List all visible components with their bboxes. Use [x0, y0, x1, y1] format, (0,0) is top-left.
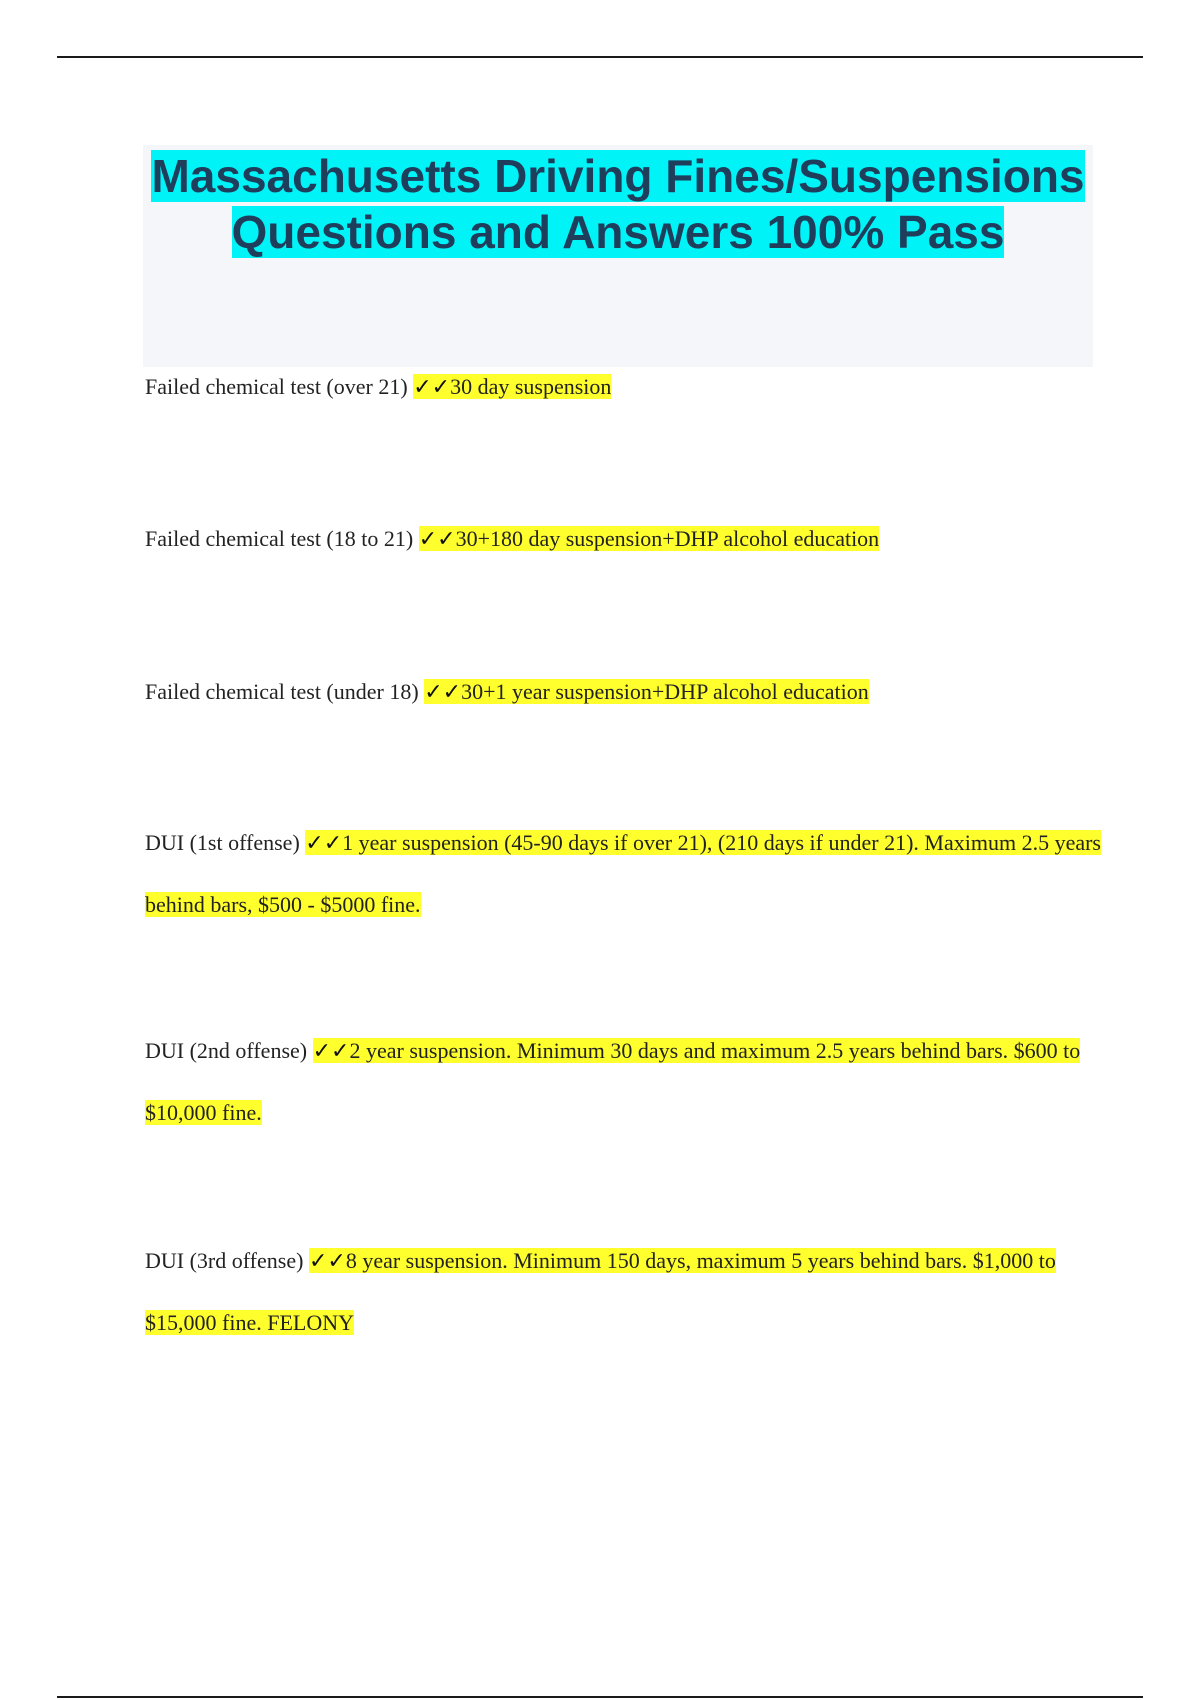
answer-highlight	[419, 526, 879, 551]
answer-highlight	[413, 374, 611, 399]
header-rule	[57, 56, 1143, 58]
check-icon: ✓✓	[305, 831, 343, 856]
question-text: Failed chemical test (under 18)	[145, 679, 419, 704]
question-text: Failed chemical test (18 to 21)	[145, 526, 414, 551]
check-icon: ✓✓	[418, 527, 456, 552]
question-text: Failed chemical test (over 21)	[145, 374, 408, 399]
qa-item-6	[145, 1230, 1105, 1353]
document-title	[143, 148, 1093, 260]
qa-item-3	[145, 661, 1105, 723]
document-title-text: Massachusetts Driving Fines/Suspensions Questions and Answers 100% Pass	[151, 150, 1085, 258]
answer-text: 1 year suspension (45-90 days if over 21), (210 days if under 21). Maximum 2.5 years behind bars, $500 - $5000 fine.	[145, 830, 1101, 917]
question-text: DUI (2nd offense)	[145, 1038, 308, 1063]
qa-item-5	[145, 1020, 1105, 1143]
answer-text: 30 day suspension	[450, 374, 612, 399]
check-icon: ✓✓	[413, 375, 451, 400]
answer-text: 2 year suspension. Minimum 30 days and maximum 2.5 years behind bars. $600 to $10,000 fine.	[145, 1038, 1081, 1125]
question-text: DUI (1st offense)	[145, 830, 300, 855]
answer-highlight	[424, 679, 869, 704]
footer-rule	[57, 1696, 1143, 1698]
qa-item-1	[145, 356, 1105, 418]
qa-item-2	[145, 508, 1105, 570]
qa-item-4	[145, 812, 1105, 935]
answer-text: 8 year suspension. Minimum 150 days, maximum 5 years behind bars. $1,000 to $15,000 fine. FELONY	[145, 1248, 1056, 1335]
check-icon: ✓✓	[312, 1039, 350, 1064]
check-icon: ✓✓	[308, 1249, 346, 1274]
answer-text: 30+180 day suspension+DHP alcohol education	[455, 526, 880, 551]
answer-text: 30+1 year suspension+DHP alcohol education	[461, 679, 869, 704]
check-icon: ✓✓	[424, 680, 462, 705]
question-text: DUI (3rd offense)	[145, 1248, 304, 1273]
